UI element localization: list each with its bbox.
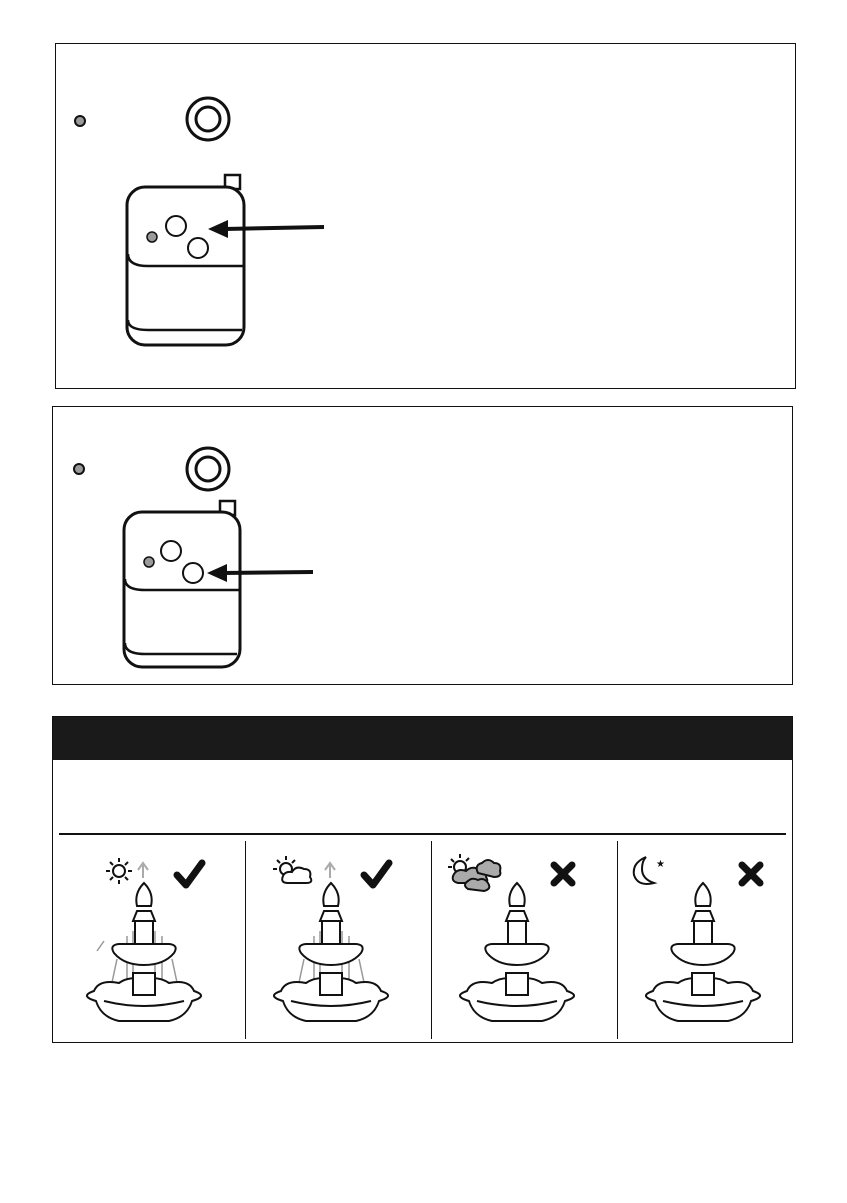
water-jet-arrow <box>138 863 148 878</box>
remote-button-b <box>183 563 203 583</box>
remote-illustration-1 <box>56 44 797 390</box>
checkmark-icon <box>364 863 389 885</box>
fountain-icon <box>646 883 760 1021</box>
receiver-button-icon <box>187 98 229 140</box>
fountain-icon <box>274 883 388 1021</box>
light-conditions-section <box>52 716 793 1043</box>
condition-cloudy <box>431 841 618 1039</box>
indicator-led <box>74 464 84 474</box>
remote-button-a <box>161 541 181 561</box>
moon-icon <box>634 857 665 884</box>
remote-button-a <box>166 216 186 236</box>
fountain-icon <box>87 883 201 1021</box>
remote-panel-bottom <box>52 406 793 685</box>
partly-cloudy-icon <box>273 856 311 883</box>
cross-icon <box>554 865 572 883</box>
receiver-button-icon <box>187 448 229 490</box>
checkmark-icon <box>177 863 202 885</box>
remote-control-icon <box>127 175 244 345</box>
section-divider <box>59 833 786 835</box>
remote-led <box>144 557 154 567</box>
cloudy-icon <box>448 854 500 891</box>
sun-icon <box>106 858 132 884</box>
remote-button-b <box>188 238 208 258</box>
remote-panel-top <box>55 43 796 389</box>
arrow-left-icon <box>208 220 324 238</box>
section-header <box>53 717 792 760</box>
remote-led <box>147 232 157 242</box>
water-jet-arrow <box>325 863 335 878</box>
condition-night <box>617 841 804 1039</box>
remote-illustration-2 <box>53 407 794 686</box>
cross-icon <box>742 865 760 883</box>
arrow-left-icon <box>207 564 313 582</box>
indicator-led <box>75 116 85 126</box>
svg-text:★: ★ <box>656 859 665 870</box>
condition-sunny <box>59 841 245 1039</box>
fountain-icon <box>460 883 574 1021</box>
condition-partly-cloudy <box>245 841 432 1039</box>
remote-control-icon <box>124 501 240 667</box>
